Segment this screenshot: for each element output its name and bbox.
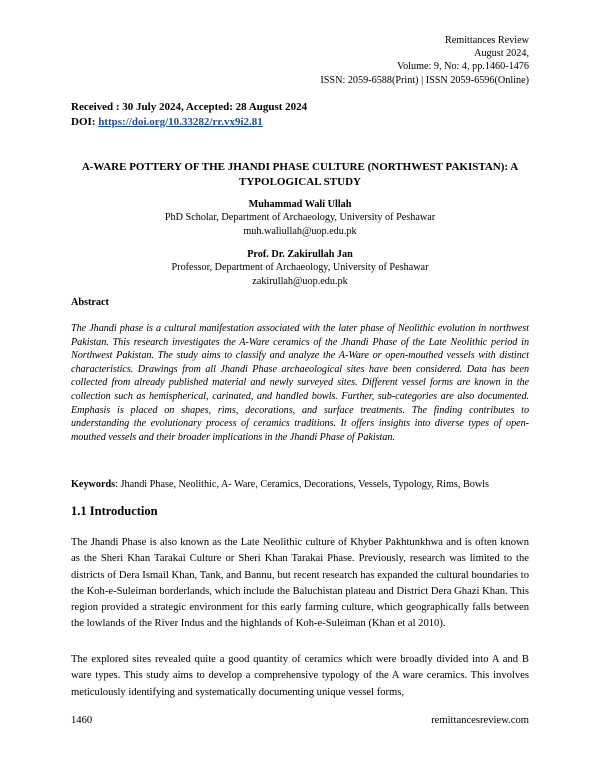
doi-line	[71, 115, 307, 130]
paper-title: A-WARE POTTERY OF THE JHANDI PHASE CULTURE (NORTHWEST PAKISTAN): A TYPOLOGICAL STUDY	[81, 161, 519, 188]
journal-name: Remittances Review	[444, 35, 529, 46]
body-paragraph: The Jhandi Phase is also known as the Late Neolithic culture of Khyber Pakhtunkhwa and is often known as the Sheri Khan Tarakai Culture or Sheri Khan Tarakai Phase. Previously, research was limited to the districts of Dera Ismail Khan, Tank, and Bannu, but recent research has expanded the cultural boundaries to the Koh-e-Suleiman borderlands, which include the Baluchistan plateau and District Dera Ghazi Khan. This region provided a strategic environment for this early farming culture, which geographically falls between the lowlands of the River Indus and the highlands of Koh-e-Suleiman (Khan et al 2010).	[71, 537, 529, 630]
volume-info: Volume: 9, No: 4, pp.1460-1476	[397, 61, 529, 73]
body-paragraph: The explored sites revealed quite a good quantity of ceramics which were broadly divided into A and B ware types. This study aims to develop a comprehensive typology of the A ware ceramics. This involves meticulously identifying and systematically documenting unique vessel forms,	[71, 654, 529, 698]
author-affiliation: PhD Scholar, Department of Archaeology, University of Peshawar	[164, 212, 436, 224]
abstract-heading: Abstract	[71, 297, 109, 308]
author-email: zakirullah@uop.edu.pk	[252, 275, 348, 287]
footer-site: remittancesreview.com	[431, 715, 529, 726]
author-name: Prof. Dr. Zakirullah Jan	[247, 249, 353, 260]
keywords-label: Keywords	[71, 479, 116, 490]
author-email: muh.waliullah@uop.edu.pk	[243, 225, 357, 237]
author-affiliation: Professor, Department of Archaeology, University of Peshawar	[171, 262, 429, 274]
doi-link[interactable]: https://doi.org/10.33282/rr.vx9i2.81	[98, 116, 263, 128]
page-number: 1460	[71, 715, 93, 726]
section-heading: 1.1 Introduction	[71, 504, 158, 518]
submission-info	[71, 100, 307, 130]
abstract-text: The Jhandi phase is a cultural manifestation associated with the later phase of Neolithic evolution in northwest Pakistan. This research investigates the A-Ware ceramics of the Jhandi Phase of the Late Neolithic period in Northwest Pakistan. The study aims to classify and analyze the A-Ware or open-mouthed vessels with distinct characteristics. Drawings from all Jhandi Phase archaeological sites have been considered. Data has been collected from already published material and newly surveyed sites. Different vessel forms are known in the collection such as hemispherical, carinated, and handled bowls. Further, sub-categories are also documented. Emphasis is placed on shapes, rims, decorations, and surface treatments. The finding contributes to understanding the evolutionary process of ceramics traditions. It offers insights into diverse types of open-mouthed vessels and their broader implications in the Jhandi Phase of Pakistan.	[71, 323, 529, 443]
author-block-1	[71, 198, 529, 238]
author-name: Muhammad Wali Ullah	[248, 199, 352, 210]
keywords-text: : Jhandi Phase, Neolithic, A- Ware, Ceramics, Decorations, Vessels, Typology, Rims, Bowls	[115, 479, 490, 490]
author-block-2	[71, 248, 529, 288]
journal-header	[229, 34, 529, 87]
keywords-line	[71, 478, 541, 492]
received-dates: Received : 30 July 2024, Accepted: 28 August 2024	[71, 101, 308, 113]
issue-date: August 2024,	[474, 48, 529, 60]
issn-info: ISSN: 2059-6588(Print) | ISSN 2059-6596(Online)	[320, 74, 529, 86]
doi-label: DOI:	[71, 116, 99, 128]
